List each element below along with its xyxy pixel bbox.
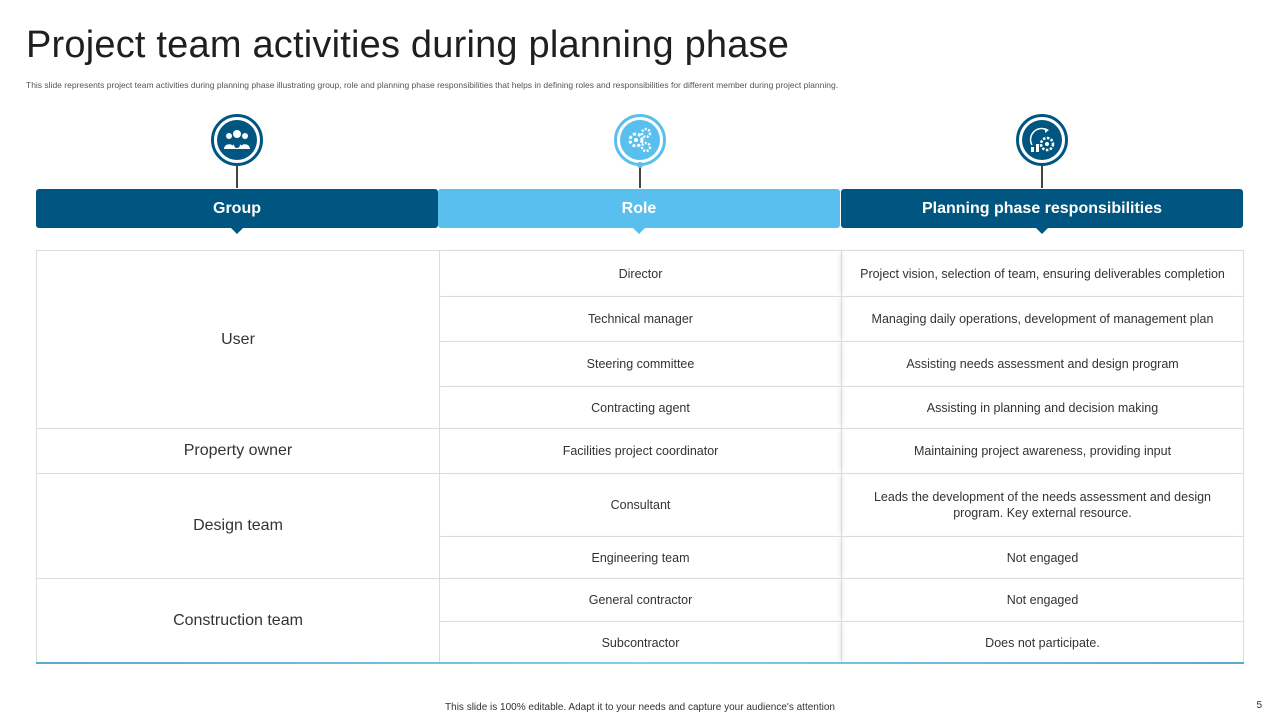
role-cell: Facilities project coordinator xyxy=(439,428,841,473)
responsibility-cell: Not engaged xyxy=(841,578,1244,621)
role-cell: General contractor xyxy=(439,578,841,621)
group-cell: User xyxy=(36,250,439,428)
team-icon xyxy=(222,125,252,155)
gears-icon xyxy=(625,125,655,155)
responsibility-cell: Maintaining project awareness, providing input xyxy=(841,428,1244,473)
group-cell: Design team xyxy=(36,473,439,578)
header-group-label: Group xyxy=(213,199,261,217)
responsibility-cell: Not engaged xyxy=(841,536,1244,578)
page-number: 5 xyxy=(1256,700,1262,711)
slide-title: Project team activities during planning phase xyxy=(26,24,790,66)
role-cell: Engineering team xyxy=(439,536,841,578)
group-cell: Construction team xyxy=(36,578,439,663)
slide-subtitle: This slide represents project team activities during planning phase illustrating group, role and planning phase responsibilities that helps in defining roles and responsibilities for different member during project planning. xyxy=(26,80,839,90)
role-cell: Consultant xyxy=(439,473,841,536)
header-role-label: Role xyxy=(621,199,657,217)
role-cell: Steering committee xyxy=(439,341,841,386)
header-responsibilities-label: Planning phase responsibilities xyxy=(921,199,1163,217)
responsibility-icon-badge xyxy=(1016,114,1068,190)
responsibility-cell: Does not participate. xyxy=(841,621,1244,663)
group-icon-badge xyxy=(211,114,263,190)
responsibility-cell: Assisting in planning and decision making xyxy=(841,386,1244,428)
role-cell: Subcontractor xyxy=(439,621,841,663)
header-role xyxy=(438,189,840,228)
footer-note: This slide is 100% editable. Adapt it to your needs and capture your audience's attention xyxy=(445,702,835,713)
group-cell: Property owner xyxy=(36,428,439,473)
header-group xyxy=(36,189,438,228)
responsibility-cell: Project vision, selection of team, ensuring deliverables completion xyxy=(841,250,1244,296)
responsibility-cell: Leads the development of the needs assessment and design program. Key external resource. xyxy=(841,473,1244,536)
header-responsibilities xyxy=(841,189,1243,228)
activities-table xyxy=(36,250,1244,664)
role-cell: Director xyxy=(439,250,841,296)
responsibility-cell: Assisting needs assessment and design program xyxy=(841,341,1244,386)
table-bottom-border xyxy=(36,662,1244,664)
growth-gear-icon xyxy=(1027,125,1057,155)
role-cell: Technical manager xyxy=(439,296,841,341)
responsibility-cell: Managing daily operations, development of management plan xyxy=(841,296,1244,341)
role-icon-badge xyxy=(614,114,666,190)
role-cell: Contracting agent xyxy=(439,386,841,428)
